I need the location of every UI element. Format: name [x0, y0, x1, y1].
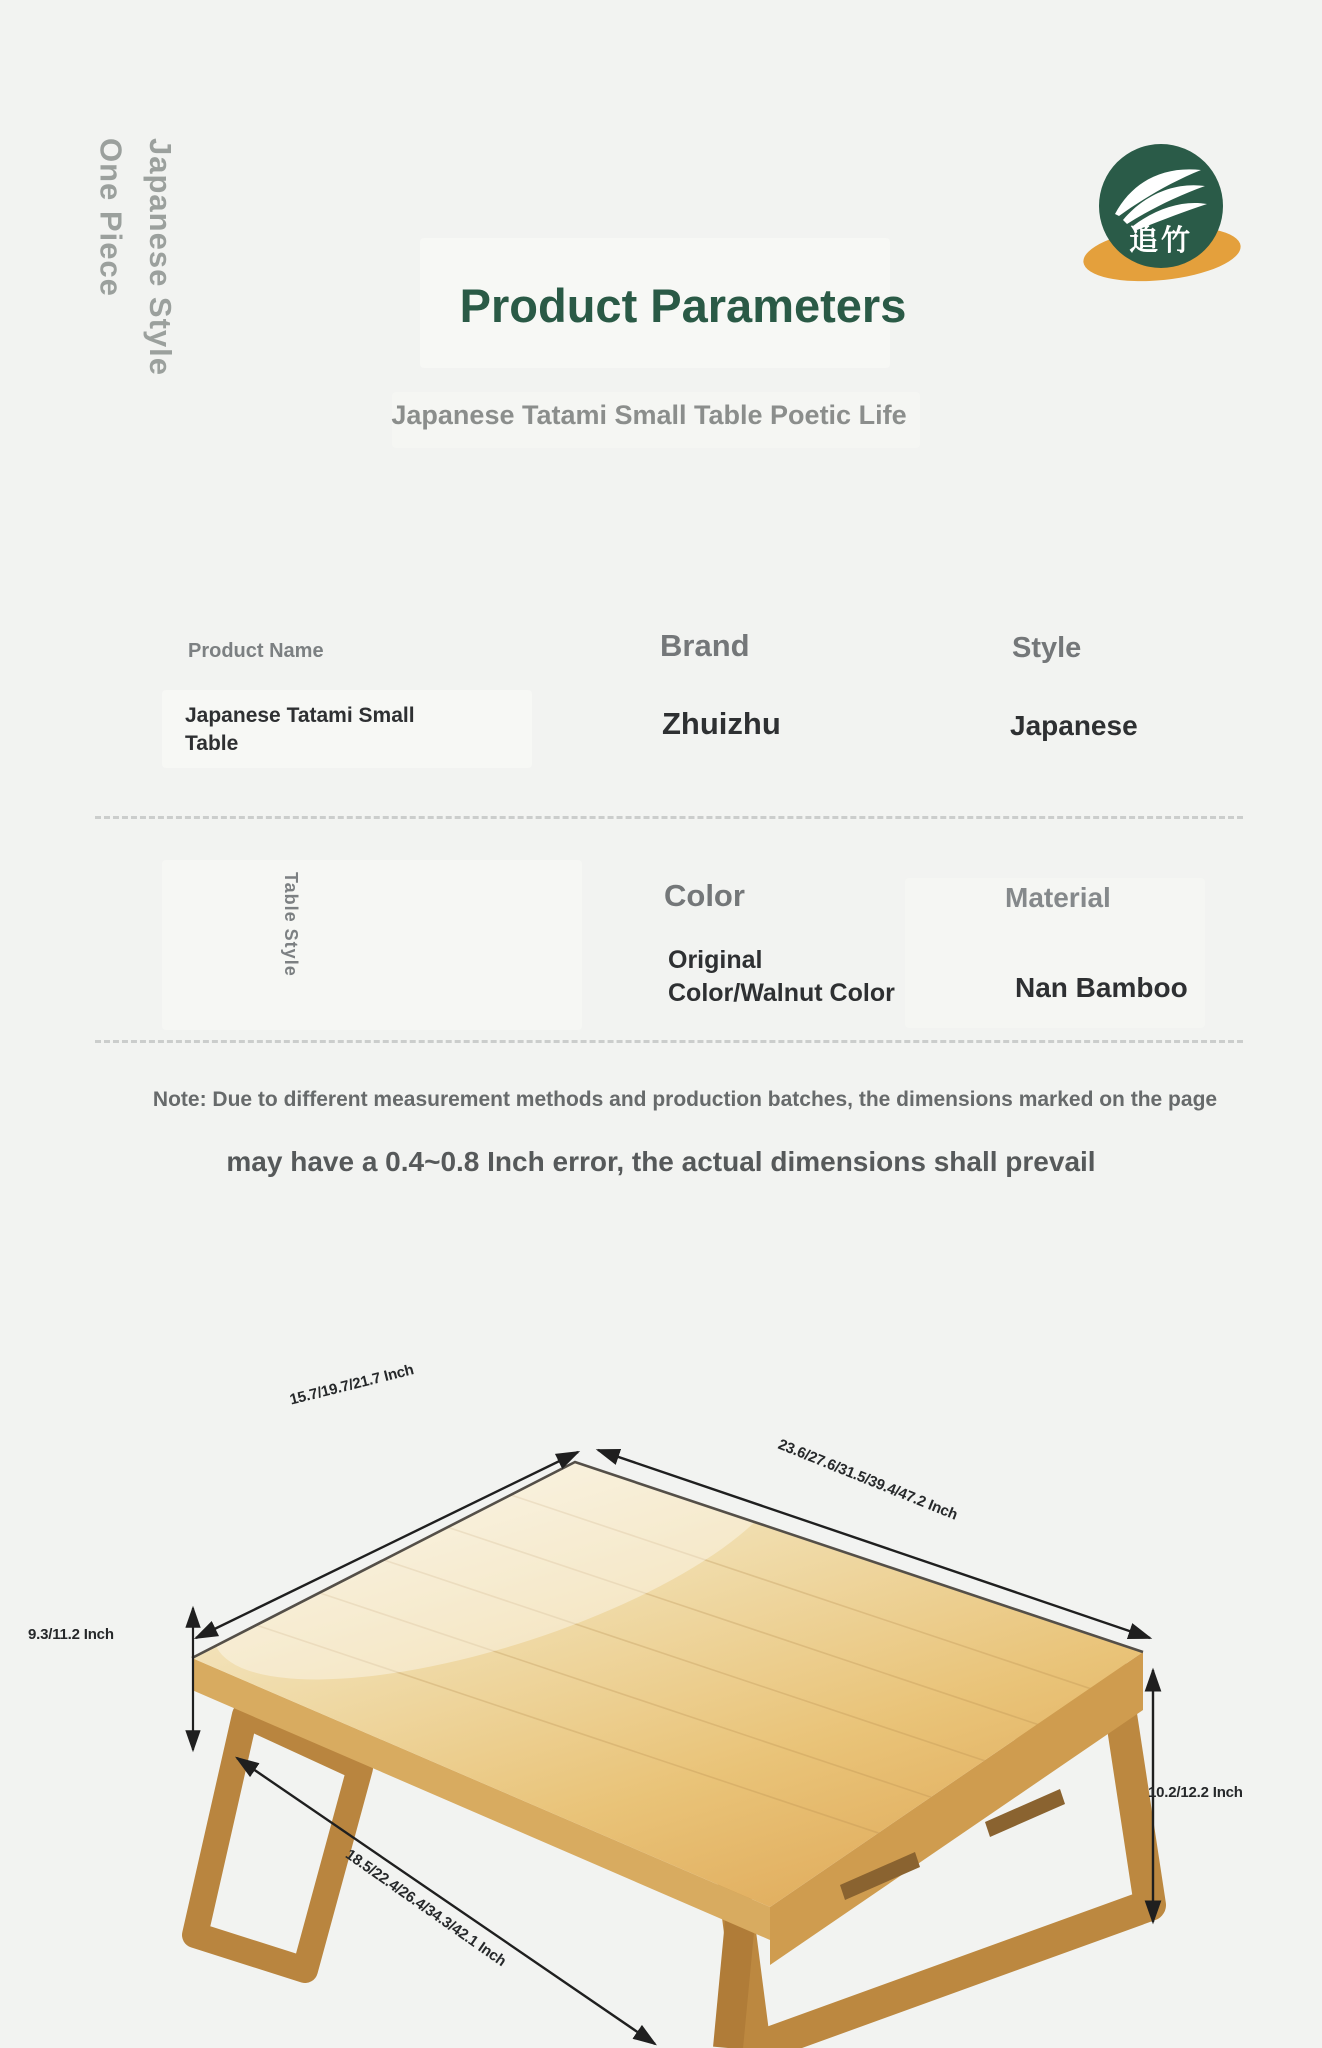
table-left-leg: [195, 1715, 360, 1970]
corner-tag-line2: One Piece: [93, 138, 129, 297]
table-style-label: Table Style: [281, 872, 301, 977]
brand-label: Brand: [660, 628, 750, 663]
product-photo: [0, 1380, 1322, 2048]
dim-label-length: 23.6/27.6/31.5/39.4/47.2 Inch: [775, 1436, 960, 1524]
corner-tag-line1: Japanese Style: [143, 138, 179, 377]
dim-label-left-height: 9.3/11.2 Inch: [28, 1626, 114, 1643]
dashed-divider: [95, 816, 1243, 819]
dim-label-top-width: 15.7/19.7/21.7 Inch: [288, 1361, 416, 1409]
style-value: Japanese: [1010, 710, 1138, 741]
style-label: Style: [1012, 632, 1082, 664]
brand-value: Zhuizhu: [662, 706, 781, 741]
corner-style-tag: [86, 138, 185, 388]
brand-logo: [1085, 140, 1245, 285]
color-label: Color: [664, 878, 745, 913]
page-subtitle: Japanese Tatami Small Table Poetic Life: [391, 400, 907, 430]
note-line1: Note: Due to different measurement methods and production batches, the dimensions marked on the page: [152, 1088, 1218, 1111]
dim-label-bottom-length: 18.5/22.4/26.4/34.3/42.1 Inch: [342, 1846, 510, 1970]
material-label: Material: [1005, 882, 1111, 913]
dashed-divider: [95, 1040, 1243, 1043]
material-value: Nan Bamboo: [1015, 972, 1188, 1003]
product-name-label: Product Name: [188, 640, 324, 662]
bg-patch: [162, 860, 582, 1030]
dim-label-right-height: 10.2/12.2 Inch: [1148, 1784, 1243, 1801]
page-title: Product Parameters: [459, 279, 907, 332]
product-name-value: Japanese Tatami Small Table: [185, 704, 415, 756]
note-line2: may have a 0.4~0.8 Inch error, the actual dimensions shall prevail: [226, 1146, 1096, 1177]
color-value: Original Color/Walnut Color: [668, 946, 895, 1007]
logo-brand-characters: 追竹: [1128, 225, 1193, 257]
